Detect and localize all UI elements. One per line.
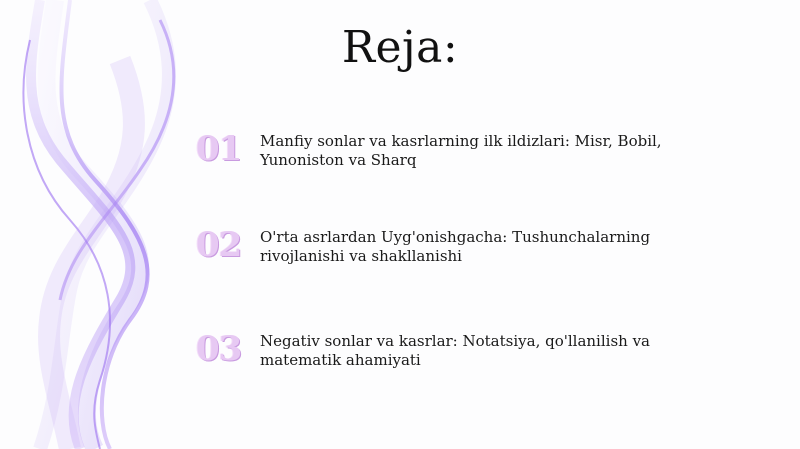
decorative-smoke-wave [0, 0, 220, 449]
agenda-item-number: 01 [196, 129, 242, 169]
agenda-item [196, 226, 756, 286]
agenda-item-number: 03 [196, 329, 242, 369]
agenda-item-text: Negativ sonlar va kasrlar: Notatsiya, qo'llanilish va matematik ahamiyati [260, 332, 650, 369]
agenda-item-text: O'rta asrlardan Uyg'onishgacha: Tushunchalarning rivojlanishi va shakllanishi [260, 228, 651, 265]
slide-title: Reja: [341, 22, 459, 73]
agenda-item [196, 330, 756, 390]
agenda-item [196, 130, 756, 190]
agenda-item-text: Manfiy sonlar va kasrlarning ilk ildizlari: Misr, Bobil, Yunoniston va Sharq [260, 132, 662, 169]
agenda-item-number: 02 [196, 225, 242, 265]
